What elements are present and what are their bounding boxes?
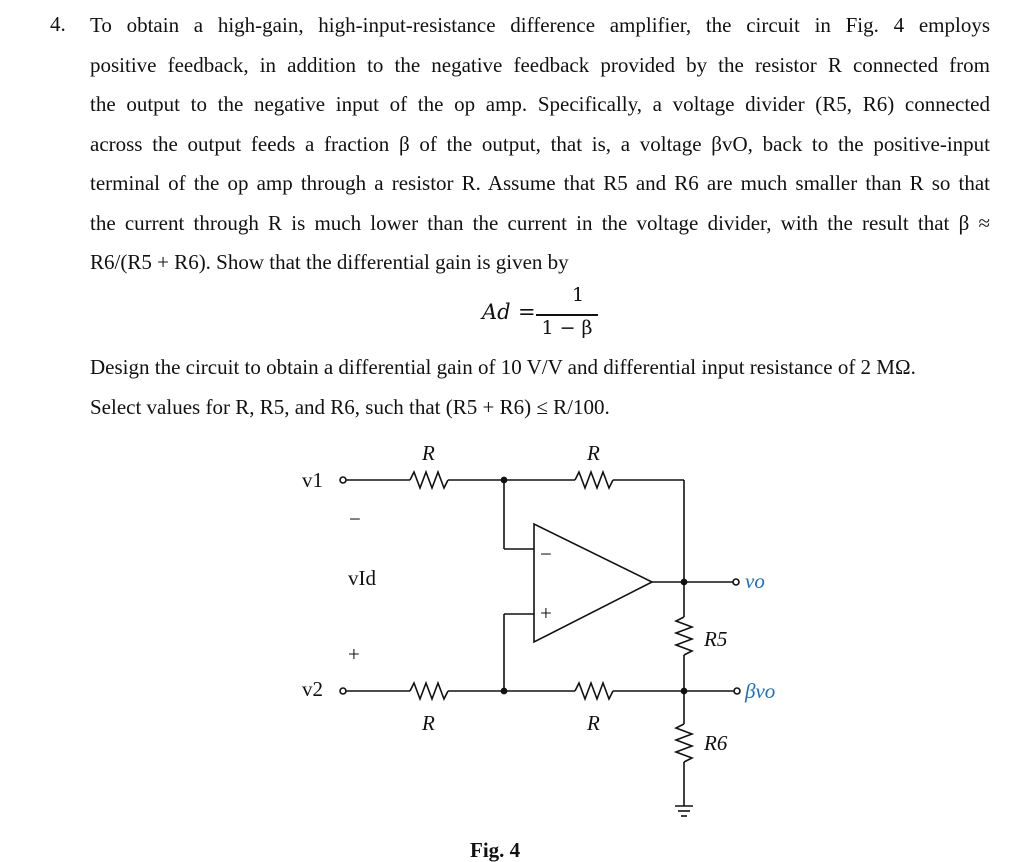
circuit-wires xyxy=(340,472,740,816)
label-vid: vId xyxy=(348,566,376,590)
equation-numerator: 1 xyxy=(571,284,585,306)
beta-vo-terminal xyxy=(734,688,740,694)
figure-caption: Fig. 4 xyxy=(470,838,521,862)
label-r-bottom-right: R xyxy=(587,711,600,735)
ground-symbol xyxy=(675,806,693,816)
intro-line-4: across the output feeds a fraction β of the output, that is, a voltage βvO, back to the positive-input xyxy=(90,131,990,156)
opamp-plus-label: + xyxy=(540,601,552,625)
intro-line-5: terminal of the op amp through a resistor R. Assume that R5 and R6 are much smaller than R so that xyxy=(90,171,990,195)
label-v2: v2 xyxy=(302,677,323,701)
resistor-r6 xyxy=(676,724,692,762)
label-r5: R5 xyxy=(704,627,728,651)
resistor-top-left xyxy=(410,472,448,488)
problem-number: 4. xyxy=(50,12,66,36)
label-r-bottom-left: R xyxy=(422,711,435,735)
equation-denominator: 1 − β xyxy=(541,317,593,339)
design-line-2: Select values for R, R5, and R6, such that (R5 + R6) ≤ R/100. xyxy=(90,394,610,419)
label-v1: v1 xyxy=(302,468,323,492)
intro-line-2: positive feedback, in addition to the negative feedback provided by the resistor R connected from xyxy=(90,52,990,77)
label-r6: R6 xyxy=(704,731,728,755)
label-vo: vo xyxy=(745,569,765,593)
equation-equals: = xyxy=(518,300,536,324)
intro-line-1: To obtain a high-gain, high-input-resistance difference amplifier, the circuit in Fig. 4 employs xyxy=(90,13,990,37)
label-r-top-right: R xyxy=(587,441,600,465)
opamp-minus-label: − xyxy=(540,542,552,566)
design-line-1: Design the circuit to obtain a differential gain of 10 V/V and differential input resistance of 2 MΩ. xyxy=(90,355,916,379)
intro-line-6: the current through R is much lower than the current in the voltage divider, with the result that β ≈ xyxy=(90,210,990,235)
label-beta-vo: βvo xyxy=(745,679,776,703)
v1-terminal xyxy=(340,477,346,483)
label-minus: − xyxy=(349,507,361,531)
intro-line-3: the output to the negative input of the op amp. Specifically, a voltage divider (R5, R6) connected xyxy=(90,92,990,116)
vo-terminal xyxy=(733,579,739,585)
equation-lhs: Ad xyxy=(482,300,511,324)
intro-line-7: R6/(R5 + R6). Show that the differential gain is given by xyxy=(90,250,569,274)
v2-terminal xyxy=(340,688,346,694)
label-plus: + xyxy=(348,642,360,666)
resistor-bottom-left xyxy=(410,683,448,699)
label-r-top-left: R xyxy=(422,441,435,465)
resistor-top-right xyxy=(575,472,613,488)
resistor-bottom-right xyxy=(575,683,613,699)
resistor-r5 xyxy=(676,617,692,655)
